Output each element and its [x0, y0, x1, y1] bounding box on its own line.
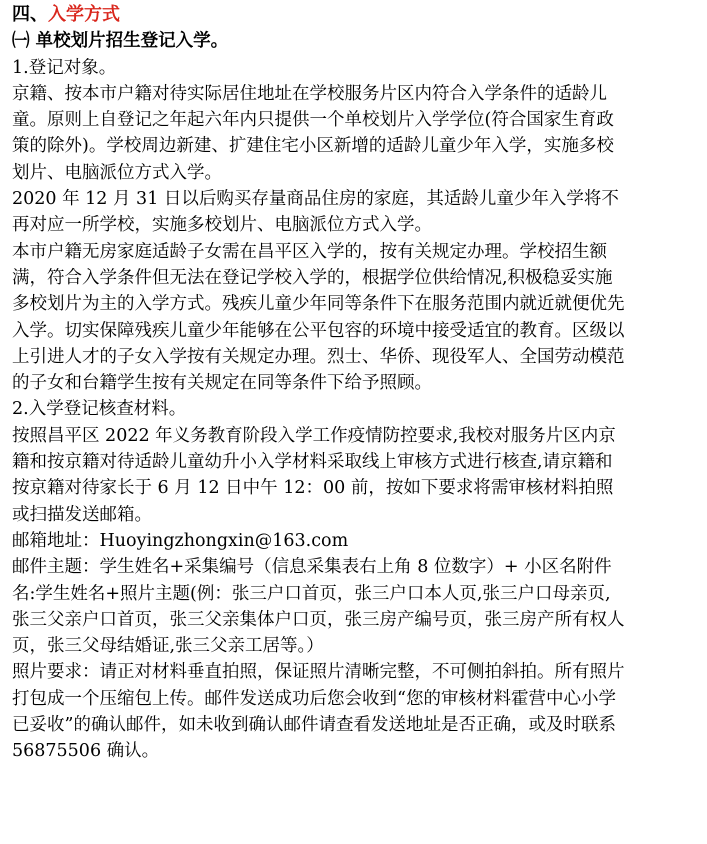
paragraph-line: 56875506 确认。 [12, 741, 160, 762]
paragraph-line: 或扫描发送邮箱。 [12, 504, 152, 525]
item-heading-2: 2.入学登记核查材料。 [12, 399, 187, 420]
paragraph-line: 再对应一所学校，实施多校划片、电脑派位方式入学。 [12, 215, 432, 236]
paragraph-line: 上引进人才的子女入学按有关规定办理。烈士、华侨、现役军人、全国劳动模范 [12, 346, 625, 367]
paragraph-line: 满，符合入学条件但无法在登记学校入学的，根据学位供给情况,积极稳妥实施 [12, 267, 613, 288]
paragraph-line: 按京籍对待家长于 6 月 12 日中午 12：00 前，按如下要求将需审核材料拍照 [12, 478, 614, 499]
paragraph-line: 京籍、按本市户籍对待实际居住地址在学校服务片区内符合入学条件的适龄儿 [12, 83, 607, 104]
paragraph-line: 的子女和台籍学生按有关规定在同等条件下给予照顾。 [12, 373, 432, 394]
email-address-line: 邮箱地址：Huoyingzhongxin@163.com [12, 530, 349, 551]
paragraph-line: 本市户籍无房家庭适龄子女需在昌平区入学的，按有关规定办理。学校招生额 [12, 241, 607, 262]
item-heading-1: 1.登记对象。 [12, 57, 117, 78]
paragraph-line: 划片、电脑派位方式入学。 [12, 162, 222, 183]
paragraph-line: 策的除外)。学校周边新建、扩建住宅小区新增的适龄儿童少年入学，实施多校 [12, 136, 614, 157]
paragraph-line: 按照昌平区 2022 年义务教育阶段入学工作疫情防控要求,我校对服务片区内京 [12, 425, 616, 446]
paragraph-line: 2020 年 12 月 31 日以后购买存量商品住房的家庭，其适龄儿童少年入学将不 [12, 189, 619, 210]
paragraph-line: 籍和按京籍对待适龄儿童幼升小入学材料采取线上审核方式进行核查,请京籍和 [12, 452, 613, 473]
paragraph-line: 童。原则上自登记之年起六年内只提供一个单校划片入学学位(符合国家生育政 [12, 110, 614, 131]
paragraph-line: 入学。切实保障残疾儿童少年能够在公平包容的环境中接受适宜的教育。区级以 [12, 320, 625, 341]
paragraph-line: 页，张三父母结婚证,张三父亲工居等。） [12, 636, 324, 657]
paragraph-line: 已妥收”的确认邮件，如未收到确认邮件请查看发送地址是否正确，或及时联系 [12, 715, 616, 736]
paragraph-line: 邮件主题：学生姓名+采集编号（信息采集表右上角 8 位数字）+ 小区名附件 [12, 557, 612, 578]
subsection-heading: ㈠ 单校划片招生登记入学。 [12, 31, 229, 52]
section-title: 入学方式 [48, 4, 120, 25]
paragraph-line: 照片要求：请正对材料垂直拍照，保证照片清晰完整，不可侧拍斜拍。所有照片 [12, 662, 625, 683]
section-heading [12, 2, 695, 28]
paragraph-line: 多校划片为主的入学方式。残疾儿童少年同等条件下在服务范围内就近就便优先 [12, 294, 625, 315]
paragraph-line: 打包成一个压缩包上传。邮件发送成功后您会收到“您的审核材料霍营中心小学 [12, 688, 616, 709]
paragraph-line: 张三父亲户口首页，张三父亲集体户口页，张三房产编号页，张三房产所有权人 [12, 609, 625, 630]
paragraph-line: 名:学生姓名+照片主题(例：张三户口首页，张三户口本人页,张三户口母亲页, [12, 583, 611, 604]
section-number: 四、 [12, 4, 48, 25]
